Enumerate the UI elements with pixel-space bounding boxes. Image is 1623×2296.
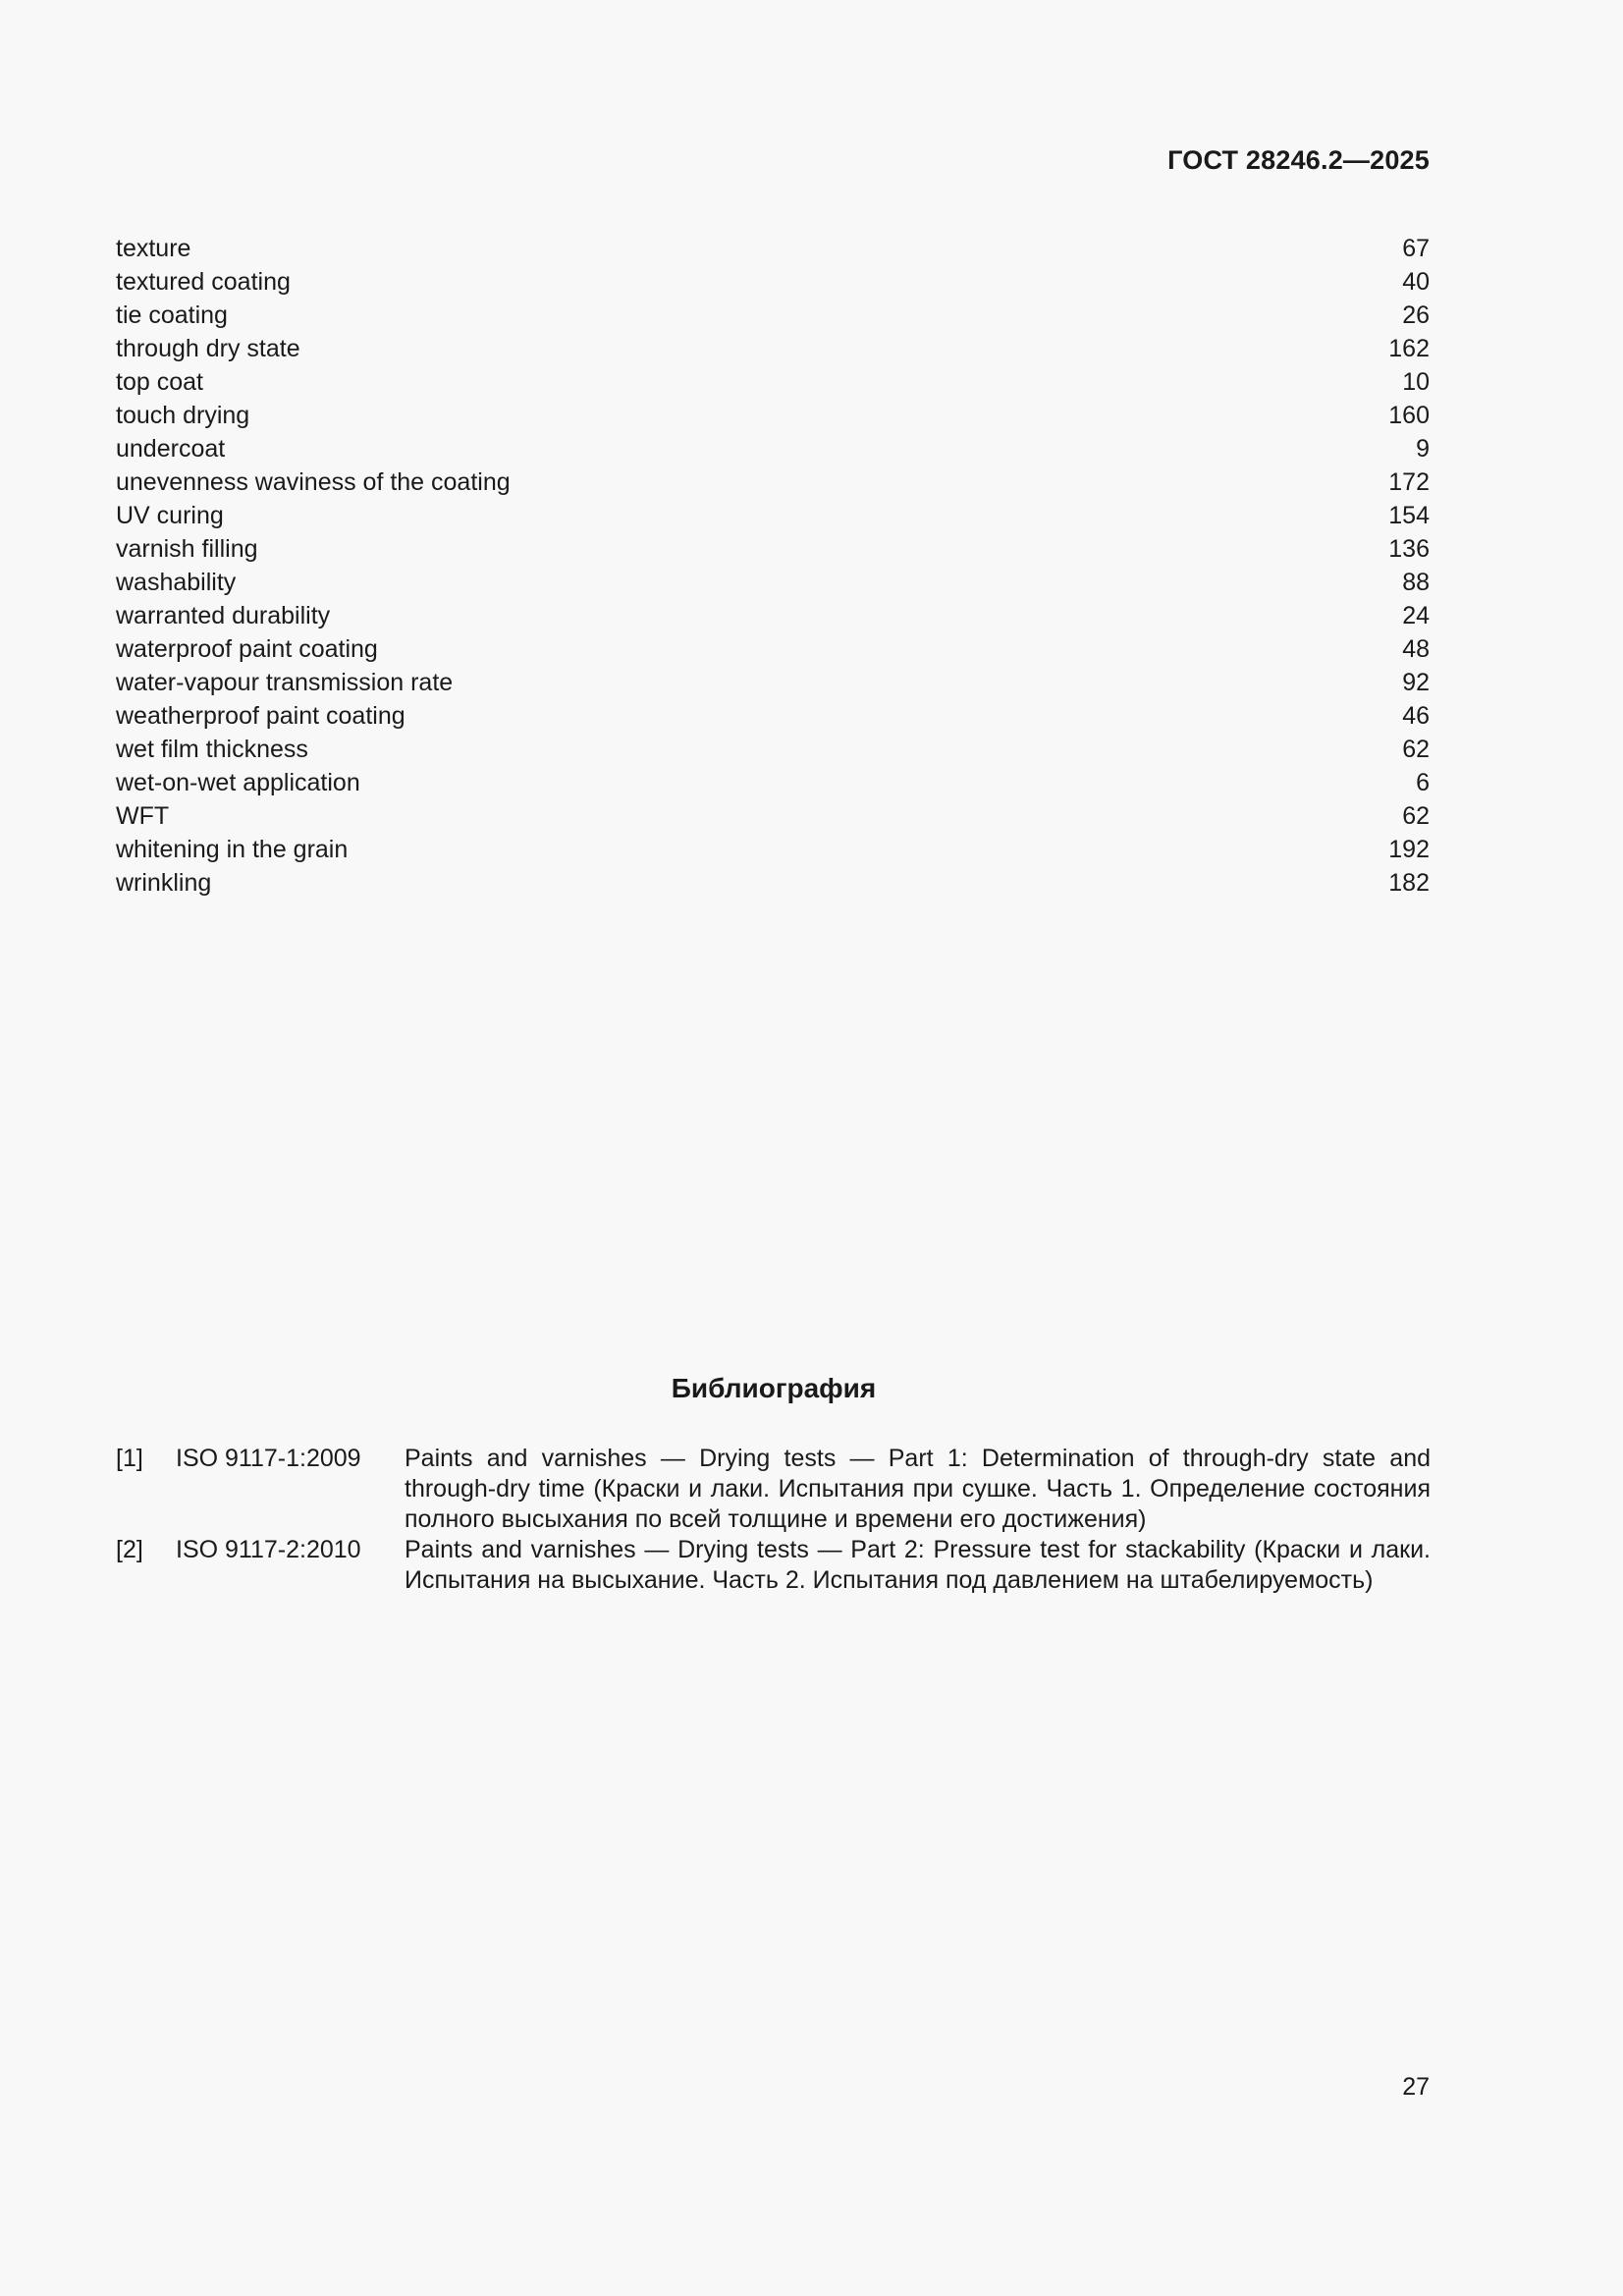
index-term: undercoat xyxy=(116,435,226,463)
index-row xyxy=(116,399,1430,432)
index-row xyxy=(116,566,1430,599)
index-page-ref: 92 xyxy=(1402,669,1430,696)
index-term: through dry state xyxy=(116,335,300,362)
index-row xyxy=(116,232,1430,265)
index-row xyxy=(116,299,1430,332)
index-term: top coat xyxy=(116,368,203,396)
index-row xyxy=(116,799,1430,833)
index-row xyxy=(116,699,1430,733)
index-row xyxy=(116,332,1430,365)
index-page-ref: 162 xyxy=(1388,335,1430,362)
bibliography-number: [1] xyxy=(116,1445,143,1472)
index-term: water-vapour transmission rate xyxy=(116,669,454,696)
index-row xyxy=(116,666,1430,699)
index-term: warranted durability xyxy=(116,602,331,629)
index-page-ref: 26 xyxy=(1402,301,1430,329)
index-page-ref: 154 xyxy=(1388,502,1430,529)
index-row xyxy=(116,632,1430,666)
index-page-ref: 172 xyxy=(1388,468,1430,496)
index-term: wet-on-wet application xyxy=(116,769,360,796)
index-row xyxy=(116,365,1430,399)
index-page-ref: 6 xyxy=(1416,769,1430,796)
index-page-ref: 136 xyxy=(1388,535,1430,563)
index-term: UV curing xyxy=(116,502,224,529)
bibliography-description: Paints and varnishes — Drying tests — Part 2: Pressure test for stackability (Краски и лаки. Испытания на высыхание. Часть 2. Испытания под давлением на штабелируемость) xyxy=(405,1536,1431,1594)
bibliography-entry xyxy=(116,1444,1431,1535)
index-term: texture xyxy=(116,235,191,262)
index-row xyxy=(116,599,1430,632)
index-page-ref: 182 xyxy=(1388,869,1430,897)
term-index xyxy=(116,232,1430,900)
bibliography-standard-code: ISO 9117-1:2009 xyxy=(176,1445,361,1472)
index-page-ref: 46 xyxy=(1402,702,1430,730)
index-row xyxy=(116,866,1430,900)
index-page-ref: 192 xyxy=(1388,836,1430,863)
index-page-ref: 10 xyxy=(1402,368,1430,396)
index-page-ref: 9 xyxy=(1416,435,1430,463)
index-page-ref: 160 xyxy=(1388,402,1430,429)
bibliography-title: Библиография xyxy=(671,1373,877,1403)
bibliography-number: [2] xyxy=(116,1536,143,1563)
index-page-ref: 88 xyxy=(1402,569,1430,596)
index-page-ref: 24 xyxy=(1402,602,1430,629)
bibliography-description: Paints and varnishes — Drying tests — Part 1: Determination of through-dry state and through-dry time (Краски и лаки. Испытания при сушке. Часть 1. Определение состояния полного высыхания по всей толщине и времени его достижения) xyxy=(405,1445,1431,1533)
index-row xyxy=(116,532,1430,566)
index-page-ref: 62 xyxy=(1402,802,1430,830)
index-row xyxy=(116,465,1430,499)
index-row xyxy=(116,733,1430,766)
index-term: textured coating xyxy=(116,268,291,296)
index-row xyxy=(116,499,1430,532)
index-term: whitening in the grain xyxy=(116,836,349,863)
index-term: tie coating xyxy=(116,301,228,329)
index-page-ref: 62 xyxy=(1402,736,1430,763)
index-term: washability xyxy=(116,569,237,596)
index-term: unevenness waviness of the coating xyxy=(116,468,511,496)
page-number: 27 xyxy=(1402,2073,1430,2101)
standard-designation: ГОСТ 28246.2—2025 xyxy=(1167,145,1430,175)
index-row xyxy=(116,432,1430,465)
index-row xyxy=(116,265,1430,299)
index-term: WFT xyxy=(116,802,170,830)
index-term: varnish filling xyxy=(116,535,258,563)
index-term: waterproof paint coating xyxy=(116,635,378,663)
bibliography-entry xyxy=(116,1535,1431,1596)
index-term: touch drying xyxy=(116,402,250,429)
index-term: weatherproof paint coating xyxy=(116,702,406,730)
index-page-ref: 40 xyxy=(1402,268,1430,296)
index-page-ref: 48 xyxy=(1402,635,1430,663)
bibliography-standard-code: ISO 9117-2:2010 xyxy=(176,1536,361,1563)
index-row xyxy=(116,766,1430,799)
index-term: wrinkling xyxy=(116,869,212,897)
index-page-ref: 67 xyxy=(1402,235,1430,262)
index-row xyxy=(116,833,1430,866)
bibliography-list xyxy=(116,1444,1431,1596)
index-term: wet film thickness xyxy=(116,736,308,763)
